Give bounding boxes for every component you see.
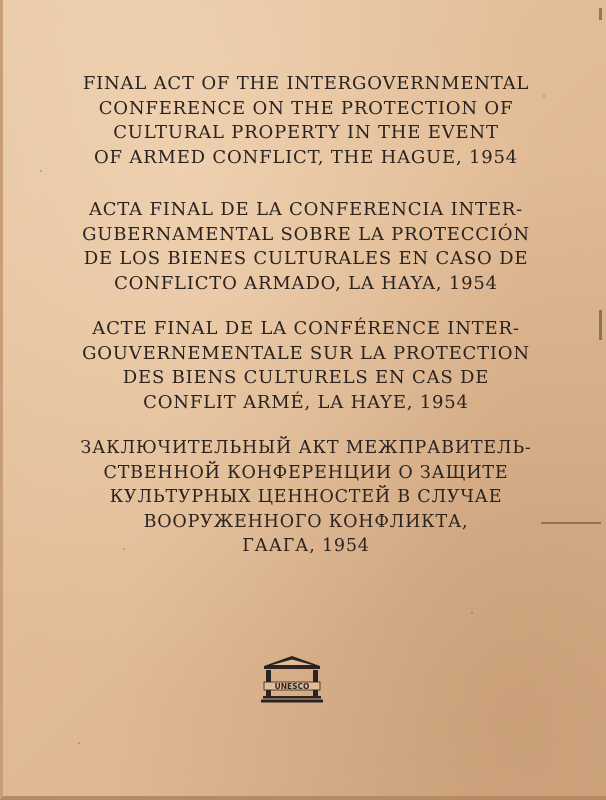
title-line: CULTURAL PROPERTY IN THE EVENT [113,122,499,143]
title-spanish [3,198,606,296]
title-line: OF ARMED CONFLICT, THE HAGUE, 1954 [93,146,519,168]
title-line: ACTA FINAL DE LA CONFERENCIA INTER- [88,199,524,220]
title-line: CONFLICTO ARMADO, LA HAYA, 1954 [114,272,498,294]
title-line: CONFERENCE ON THE PROTECTION OF [98,97,514,119]
title-line: ACTE FINAL DE LA CONFÉRENCE INTER- [92,318,520,339]
title-line: DE LOS BIENES CULTURALES EN CASO DE [83,248,529,269]
title-english [3,72,606,170]
title-line: DES BIENS CULTURELS EN CAS DE [122,367,490,388]
edge-mark [599,8,602,20]
title-line: CONFLIT ARMÉ, LA HAYE, 1954 [143,391,469,413]
title-line: КУЛЬТУРНЫХ ЦЕННОСТЕЙ В СЛУЧАЕ [109,487,503,507]
title-french [3,317,606,415]
title-line: ВООРУЖЕННОГО КОНФЛИКТА, [143,511,469,532]
title-line: СТВЕННОЙ КОНФЕРЕНЦИИ О ЗАЩИТЕ [103,462,509,483]
paper-speck [78,742,80,744]
unesco-logo-icon [261,655,323,703]
title-russian [3,436,606,559]
paper-speck [471,612,473,614]
title-line: ГААГА, 1954 [242,536,370,556]
title-line: GUBERNAMENTAL SOBRE LA PROTECCIÓN [82,223,530,245]
title-line: FINAL ACT OF THE INTERGOVERNMENTAL [82,73,530,94]
title-line: ЗАКЛЮЧИТЕЛЬНЫЙ АКТ МЕЖПРАВИТЕЛЬ- [80,438,532,458]
logo-text: UNESCO [274,682,310,691]
paper-speck [40,170,42,172]
title-line: GOUVERNEMENTALE SUR LA PROTECTION [82,342,530,364]
